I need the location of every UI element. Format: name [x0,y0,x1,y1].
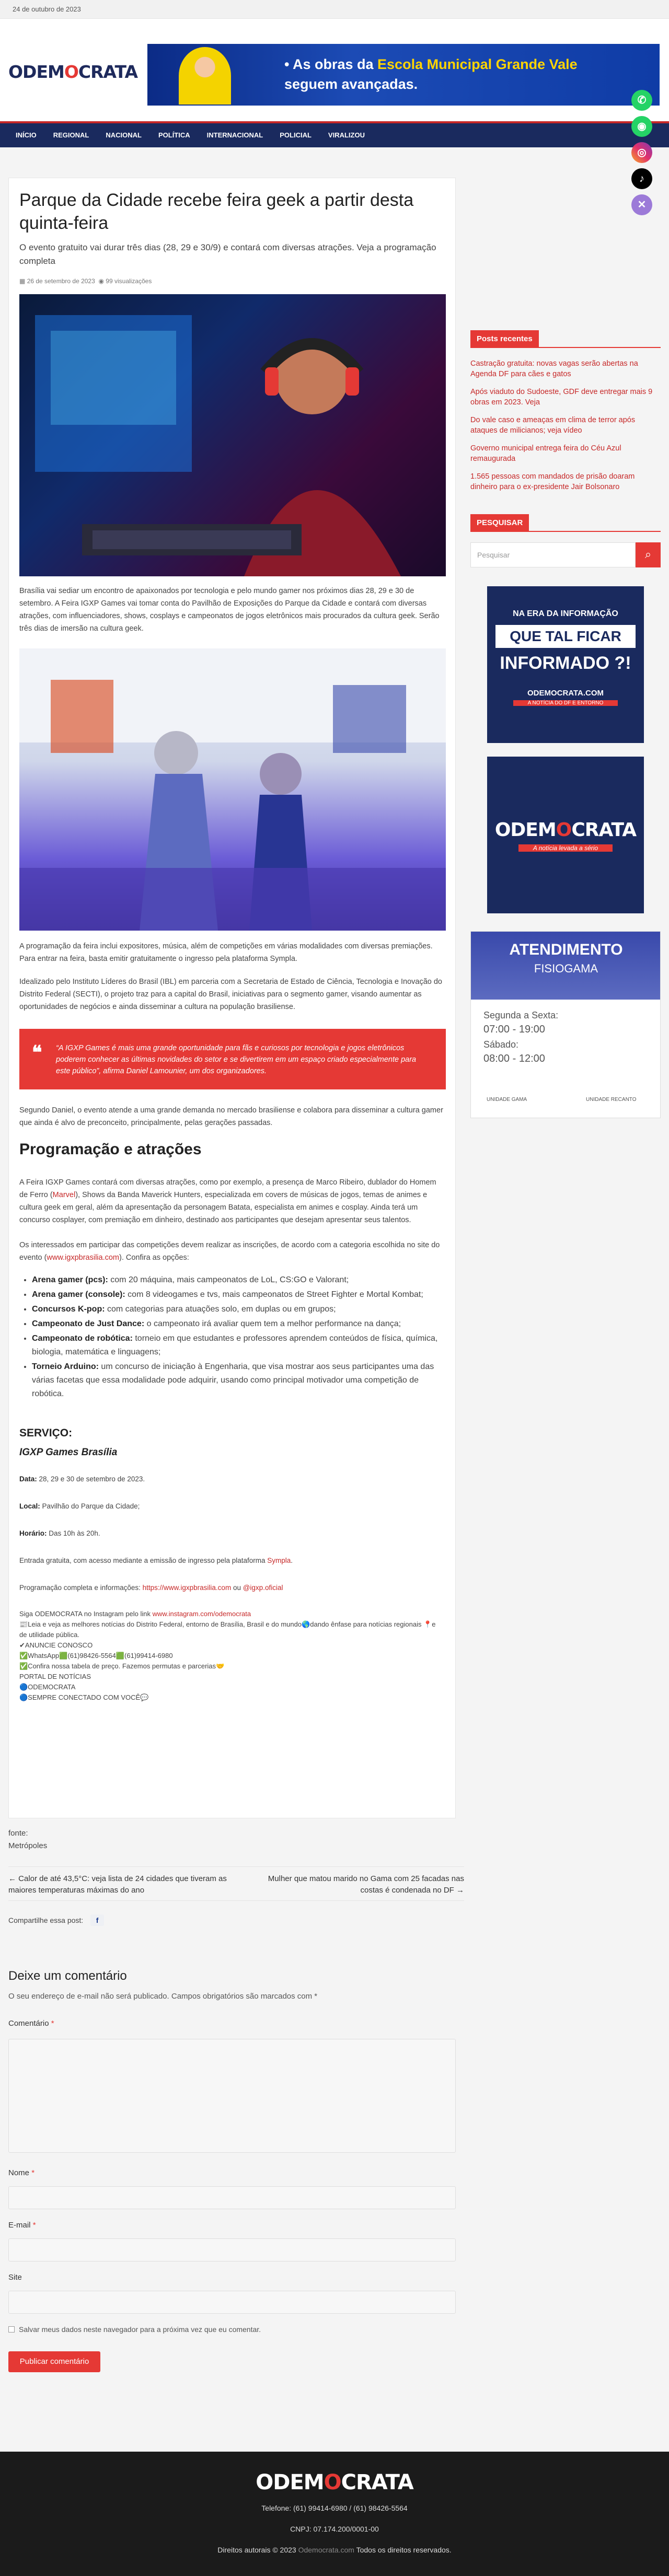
phone-icon[interactable]: ✆ [631,90,652,111]
comment-textarea[interactable] [8,2039,456,2153]
share-label: Compartilhe essa post: [8,1916,84,1924]
footer-cnpj: CNPJ: 07.174.200/0001-00 [290,2525,379,2533]
whatsapp-icon[interactable]: ◉ [631,116,652,137]
site-footer [0,2452,669,2576]
source-label: fonte: [8,1829,28,1838]
event-site-link[interactable]: www.igxpbrasilia.com [47,1254,120,1262]
site-logo[interactable]: ODEMOCRATA [8,62,137,82]
article-paragraph-2: A programação da feira inclui expositores, música, além de competições em várias modalidades com diversas premiações. Para entrar na feira, basta emitir gratuitamente o ingresso pela plataforma Sympla. [19,942,433,963]
article-paragraph-4: Segundo Daniel, o evento atende a uma grande demanda no mercado brasiliense e colabora para disseminar a cultura gamer que ainda é alvo de preconceito, principalmente, pelas gerações passadas. [19,1106,443,1127]
recent-post-link[interactable]: Do vale caso e ameaças em clima de terror após ataques de milicianos; veja vídeo [470,416,636,435]
service-entry: Entrada gratuita, com acesso mediante a emissão de ingresso pela plataforma Sympla. [19,1557,293,1564]
footer-phone: Telefone: (61) 99414-6980 / (61) 98426-5564 [261,2504,408,2512]
nav-item-policial[interactable]: POLICIAL [280,131,312,139]
instagram-icon[interactable]: ◎ [631,142,652,163]
article-paragraph-3: Idealizado pelo Instituto Líderes do Brasil (IBL) em parceria com a Secretaria de Estado de Ciência, Tecnologia e Inovação do Distrito Federal (SECTI), o projeto traz para a capital do Brasil, iniciativas para o segmento gamer, visando aumentar as oportunidades de negócios e ainda disseminar a cultura na população brasiliense. [19,978,442,1011]
search-input[interactable]: Pesquisar [470,542,636,567]
recent-post-link[interactable]: Após viaduto do Sudoeste, GDF deve entregar mais 9 obras em 2023. Veja [470,388,653,407]
article-date[interactable]: 26 de setembro de 2023 [27,277,95,285]
list-item: • Arena gamer (console): com 8 videogames e tvs, mais campeonatos de Street Fighter e Mortal Kombat; [32,1288,445,1302]
name-input[interactable] [8,2186,456,2209]
close-icon[interactable]: ✕ [631,194,652,215]
quote-text: “A IGXP Games é mais uma grande oportunidade para fãs e curiosos por tecnologia e jogos eletrônicos poderem conhecer as últimas novidades do setor e se divertirem em um espaço criado especialmente para este público”, afirma Daniel Lamounier, um dos organizadores. [56,1044,417,1075]
list-item: • Arena gamer (pcs): com 20 máquina, mais campeonatos de LoL, CS:GO e Valorant; [32,1273,445,1287]
submit-comment-button[interactable]: Publicar comentário [8,2351,100,2372]
banner-line-1: • As obras da Escola Municipal Grande Vale [284,56,578,72]
search-heading: PESQUISAR [470,514,661,532]
follow-block: Siga ODEMOCRATA no Instagram pelo link www.instagram.com/odemocrata 📰Leia e veja as melhores notícias do Distrito Federal, entorno de Brasília, Brasil e do mundo🌎dando ênfase para notícias regionais 📍e de utilidade pública. ✔ANUNCIE CONOSCO ✅WhatsApp🟩(61)98426-5564🟩(61)99414-6980 ✅Confira nossa tabela de preço. Fazemos permutas e parcerias🤝 PORTAL DE NOTÍCIAS 🔵ODEMOCRATA 🔵SEMPRE CONECTADO COM VOCÊ💬 [19,1610,436,1701]
email-label: E-mail * [8,2221,36,2230]
service-program: Programação completa e informações: https://www.igxpbrasilia.com ou @igxp.oficial [19,1584,283,1592]
marvel-link[interactable]: Marvel [52,1191,76,1199]
article [8,178,456,1818]
previous-post-link[interactable]: ← Calor de até 43,5°C: veja lista de 24 cidades que tiveram as maiores temperaturas máximas do ano [8,1874,227,1895]
list-item: • Torneio Arduino: um concurso de iniciação à Engenharia, que visa mostrar aos seus participantes uma das várias facetas que essa modalidade pode adquirir, usando como principal motivador uma competição de robótica. [32,1360,445,1401]
list-item: • Campeonato de Just Dance: o campeonato irá avaliar quem tem a melhor performance na dança; [32,1317,445,1331]
article-views: 99 visualizações [106,277,152,285]
instagram-link[interactable]: www.instagram.com/odemocrata [152,1610,251,1618]
search-icon[interactable]: ⌕ [636,542,661,567]
footer-site-link[interactable]: Odemocrata.com [298,2546,354,2554]
nav-item-internacional[interactable]: INTERNACIONAL [206,131,263,139]
article-image-gamer [19,294,446,576]
igxp-site-link[interactable]: https://www.igxpbrasilia.com [142,1584,232,1592]
save-data-checkbox[interactable]: Salvar meus dados neste navegador para a próxima vez que eu comentar. [8,2325,261,2334]
footer-logo[interactable]: ODEMOCRATA [256,2470,413,2494]
site-input[interactable] [8,2291,456,2314]
article-title: Parque da Cidade recebe feira geek a partir desta quinta-feira [19,190,414,233]
calendar-icon: ▦ [19,277,26,285]
article-subtitle: O evento gratuito vai durar três dias (28, 29 e 30/9) e contará com diversas atrações. Veja a programação completa [19,242,436,266]
name-label: Nome * [8,2168,35,2177]
article-meta [19,277,152,285]
service-heading: SERVIÇO: [19,1427,73,1439]
igxp-instagram-link[interactable]: @igxp.oficial [243,1584,283,1592]
sidebar-ad-fisiogama[interactable]: ATENDIMENTO FISIOGAMA Segunda a Sexta: 07:00 - 19:00 Sábado: 08:00 - 12:00 UNIDADE GAMA UNIDADE RECANTO [470,931,661,1118]
main-nav [0,121,669,147]
recent-post-link[interactable]: Castração gratuita: novas vagas serão abertas na Agenda DF para cães e gatos [470,359,638,378]
recent-post-link[interactable]: Governo municipal entrega feira do Céu Azul remaugurada [470,444,621,463]
share-bar [8,1914,104,1926]
sympla-link[interactable]: Sympla [267,1557,291,1564]
service-hours: Horário: Das 10h às 20h. [19,1529,100,1537]
banner-child-photo [179,47,231,105]
article-paragraph-1: Brasília vai sediar um encontro de apaixonados por tecnologia e pelo mundo gamer nos próximos dias 28, 29 e 30 de setembro. A Feira IGXP Games vai tomar conta do Pavilhão de Exposições do Parque da Cidade e contará com diversas atrações, com influenciadores, shows, cosplays e campeonatos de jogos eletrônicos mais procurados da cultura geek. Serão três dias de imersão na cultura geek. [19,587,440,633]
facebook-icon[interactable]: f [90,1914,104,1926]
post-navigation [8,1866,464,1901]
service-title: IGXP Games Brasília [19,1447,118,1458]
banner-line-2: seguem avançadas. [284,76,418,92]
article-paragraph-5: A Feira IGXP Games contará com diversas atrações, como por exemplo, a presença de Marco Ribeiro, dublador do Homem de Ferro (Marvel), Shows da Banda Maverick Hunters, especializada em covers de músicas de jogos, temas de animes e cultura geek em geral, além da apresentação da personagem Batata, especialista em animes e cosplay. Ainda terá um concurso cosplayer, com premiação em dinheiro, destinado aos participantes que desejam apresentar seus talentos. [19,1178,436,1224]
nav-item-politica[interactable]: POLÍTICA [158,131,190,139]
eye-icon: ◉ [98,277,104,285]
sidebar-ad-logo[interactable]: ODEMOCRATA A notícia levada a sério [487,757,644,913]
header-ad-banner[interactable] [147,44,660,106]
recent-post-link[interactable]: 1.565 pessoas com mandados de prisão doaram dinheiro para o ex-presidente Jair Bolsonaro [470,472,635,491]
site-header [0,19,669,121]
list-item: • Campeonato de robótica: torneio em que estudantes e professores aprendem conteúdos de física, química, biologia, matemática e linguagens; [32,1332,445,1359]
nav-item-nacional[interactable]: NACIONAL [106,131,142,139]
source-value: Metrópoles [8,1841,48,1850]
email-input[interactable] [8,2238,456,2261]
next-post-link[interactable]: Mulher que matou marido no Gama com 25 facadas nas costas é condenada no DF → [268,1874,464,1895]
nav-item-inicio[interactable]: INÍCIO [16,131,37,139]
footer-copyright: Direitos autorais © 2023 Odemocrata.com Todos os direitos reservados. [217,2546,452,2554]
service-location: Local: Pavilhão do Parque da Cidade; [19,1502,140,1510]
sidebar-ad-informado[interactable]: NA ERA DA INFORMAÇÃO QUE TAL FICAR INFORMADO ?! ODEMOCRATA.COM A NOTÍCIA DO DF E ENTORNO [487,586,644,743]
site-label: Site [8,2273,22,2282]
recent-posts-heading: Posts recentes [470,330,661,348]
top-bar [0,0,669,19]
section-heading: Programação e atrações [19,1141,202,1158]
article-image-cosplay [19,648,446,931]
current-date: 24 de outubro de 2023 [13,5,81,13]
nav-item-viralizou[interactable]: VIRALIZOU [328,131,365,139]
nav-item-regional[interactable]: REGIONAL [53,131,89,139]
tiktok-icon[interactable]: ♪ [631,168,652,189]
competitions-list [32,1273,445,1402]
service-date: Data: 28, 29 e 30 de setembro de 2023. [19,1475,145,1483]
comments-title: Deixe um comentário [8,1969,127,1983]
list-item: • Concursos K-pop: com categorias para atuações solo, em duplas ou em grupos; [32,1303,445,1316]
quote-icon: ❝ [32,1041,42,1063]
article-quote [19,1029,446,1089]
comments-note: O seu endereço de e-mail não será publicado. Campos obrigatórios são marcados com * [8,1992,318,2001]
comment-label: Comentário * [8,2019,54,2028]
article-paragraph-6: Os interessados em participar das competições devem realizar as inscrições, de acordo com a categoria escolhida no site do evento (www.igxpbrasilia.com). Confira as opções: [19,1241,440,1262]
